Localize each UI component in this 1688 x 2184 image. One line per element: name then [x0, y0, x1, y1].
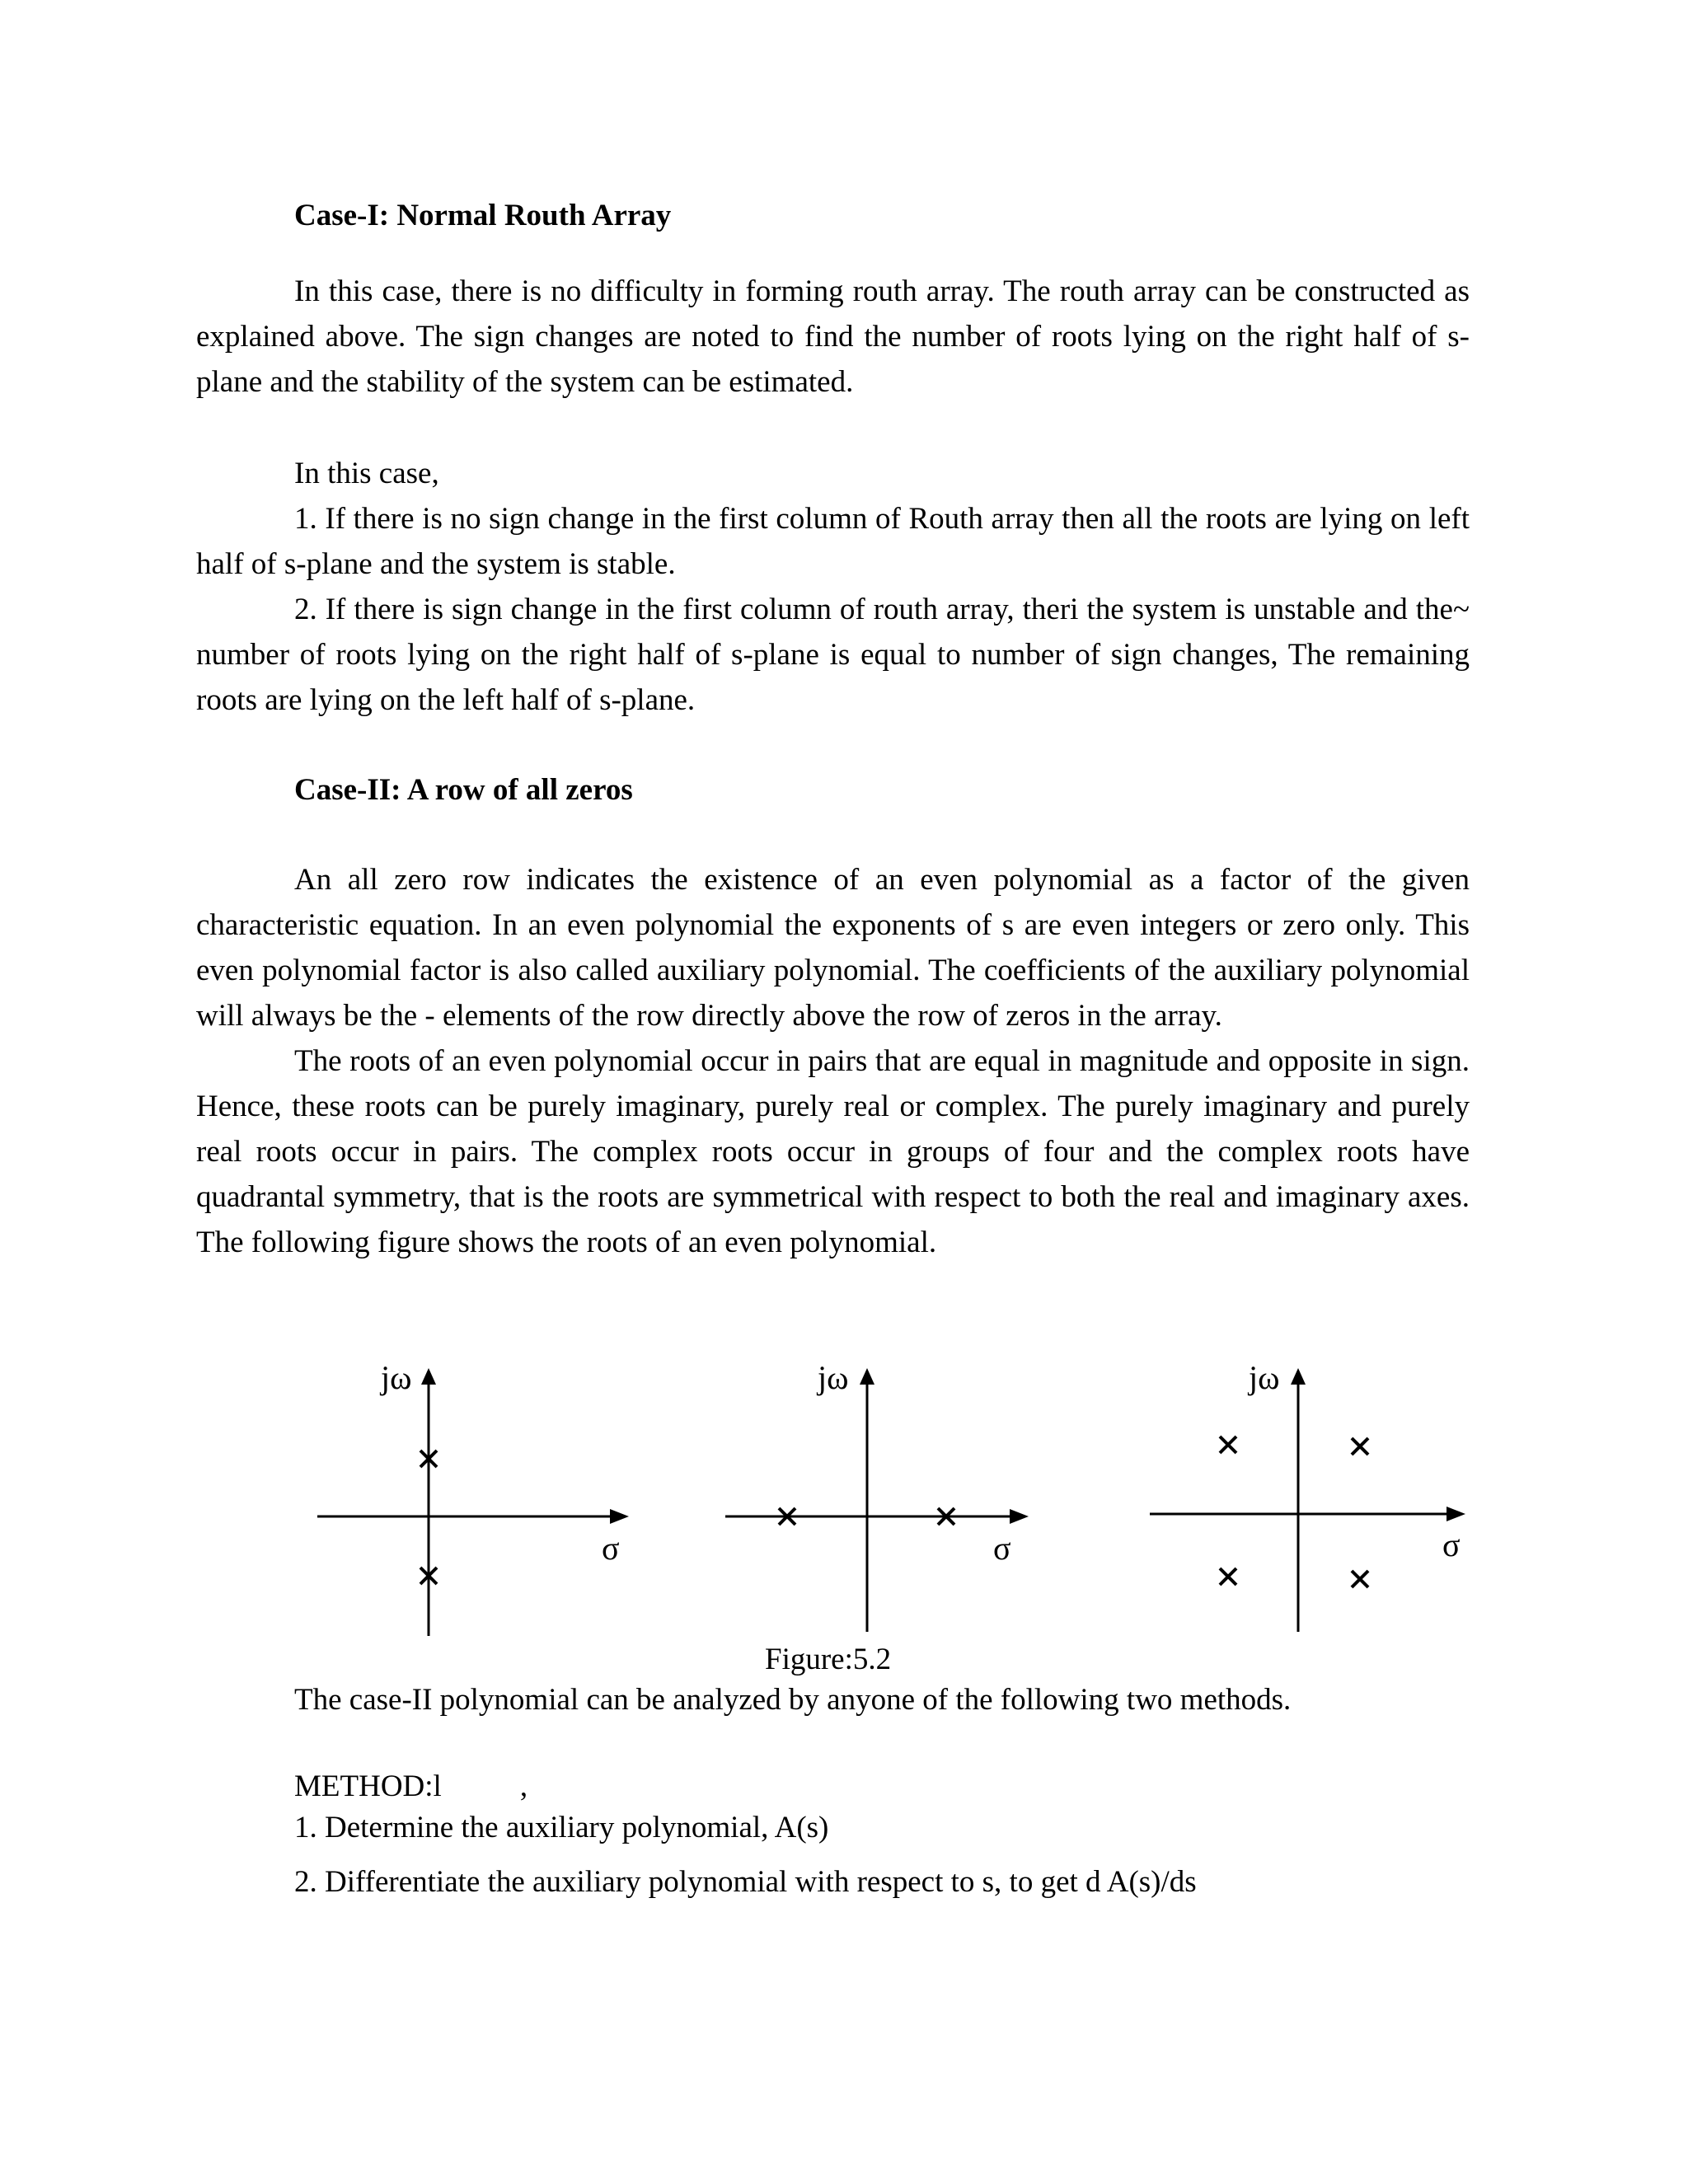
case1-list [196, 451, 1470, 723]
sigma-arrowhead [1447, 1507, 1465, 1521]
jw-label: jω [381, 1359, 412, 1396]
case1-heading: Case-I: Normal Routh Array [294, 199, 672, 232]
plot-real-roots [717, 1343, 1047, 1648]
method-title-line [294, 1764, 528, 1809]
root-marker-lower-left [1220, 1568, 1236, 1585]
jw-label: jω [1249, 1359, 1280, 1396]
method-step1: 1. Determine the auxiliary polynomial, A(s) [294, 1811, 829, 1844]
method-step2: 2. Differentiate the auxiliary polynomial with respect to s, to get d A(s)/ds [294, 1865, 1197, 1899]
jw-arrowhead [860, 1368, 874, 1385]
figure-caption: Figure:5.2 [765, 1643, 892, 1676]
case1-item1: 1. If there is no sign change in the first column of Routh array then all the roots are lying on left half of s-plane and the system is stable. [196, 502, 1470, 581]
plot-imaginary-roots [305, 1343, 635, 1648]
jw-arrowhead [421, 1368, 436, 1385]
sigma-arrowhead [610, 1509, 629, 1524]
case2-para2: The roots of an even polynomial occur in pairs that are equal in magnitude and opposite in sign. Hence, these roots can be purely imaginary, purely real or complex. The purely imaginary and purely real roots occur in pairs. The complex roots occur in groups of four and the complex roots have quadrantal symmetry, that is the roots are symmetrical with respect to both the real and imaginary axes. The following figure shows the roots of an even polynomial. [196, 1044, 1470, 1259]
case2-heading: Case-II: A row of all zeros [294, 773, 633, 807]
root-marker-upper-left [1220, 1436, 1236, 1453]
sigma-label: σ [1442, 1526, 1461, 1563]
case2-paragraphs [196, 857, 1470, 1265]
jw-arrowhead [1291, 1368, 1306, 1385]
case1-para1: In this case, there is no difficulty in forming routh array. The routh array can be constructed as explained above. The sign changes are noted to find the number of roots lying on the right half of s-plane and the stability of the system can be estimated. [196, 274, 1470, 399]
root-marker-upper-right [1352, 1438, 1368, 1455]
method-title: METHOD:l [294, 1769, 442, 1803]
case1-item2: 2. If there is sign change in the first column of routh array, theri the system is unstable and the~ number of roots lying on the right half of s-plane is equal to number of sign changes, The remaining roots are lying on the left half of s-plane. [196, 593, 1470, 717]
sigma-arrowhead [1010, 1509, 1029, 1524]
case2-para1: An all zero row indicates the existence of an even polynomial as a factor of the given characteristic equation. In an even polynomial the exponents of s are even integers or zero only. This even polynomial factor is also called auxiliary polynomial. The coefficients of the auxiliary polynomial will always be the - elements of the row directly above the row of zeros in the array. [196, 863, 1470, 1033]
method-mark: , [519, 1769, 528, 1803]
root-marker-lower-right [1352, 1571, 1368, 1587]
sigma-label: σ [993, 1530, 1011, 1567]
case1-paragraph [196, 269, 1470, 405]
after-figure-text: The case-II polynomial can be analyzed by anyone of the following two methods. [294, 1683, 1292, 1717]
jw-label: jω [818, 1359, 849, 1396]
root-location-figure [297, 1343, 1475, 1648]
case1-para2: In this case, [294, 457, 439, 490]
plot-complex-roots [1142, 1343, 1479, 1648]
sigma-label: σ [602, 1530, 620, 1567]
